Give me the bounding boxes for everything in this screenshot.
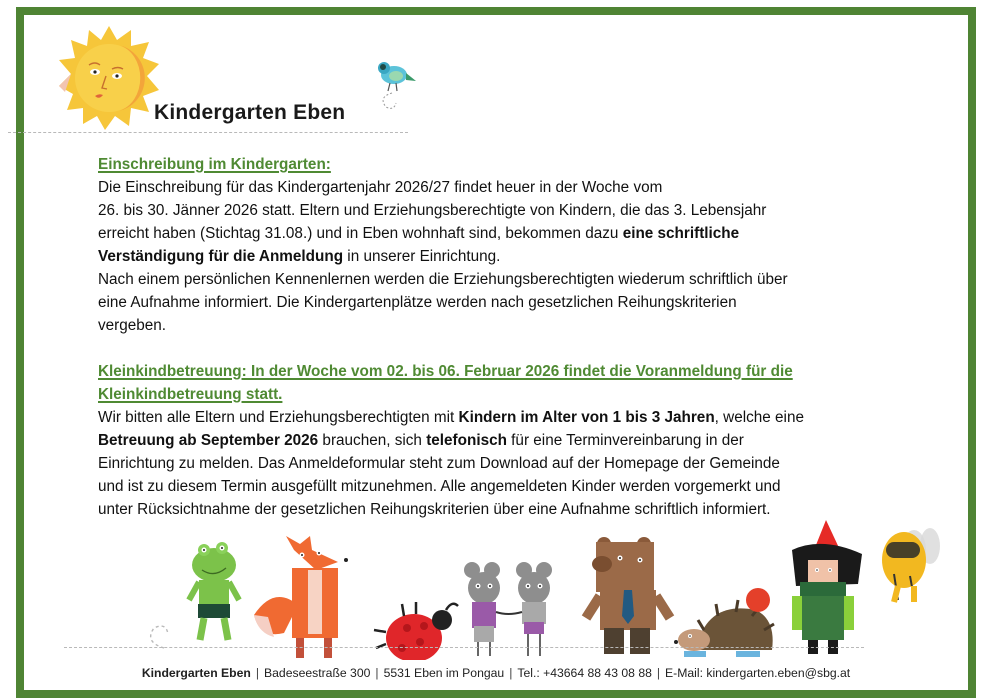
- paragraph-line: 26. bis 30. Jänner 2026 statt. Eltern und Erziehungsberechtigte von Kindern, die das 3. Lebensjahr: [98, 202, 767, 219]
- bold-text-run: eine schriftliche: [622, 225, 740, 242]
- bold-text-run: telefonisch: [426, 432, 507, 449]
- ladybug-icon: [374, 602, 458, 660]
- decorative-dashed-ground-line: [64, 647, 864, 648]
- footer-address: Badeseestraße 300: [264, 666, 371, 680]
- fox-icon: [254, 536, 348, 658]
- separator: |: [656, 666, 661, 680]
- hedgehog-icon: [674, 588, 774, 654]
- paragraph-line: Einrichtung zu melden. Das Anmeldeformular steht zum Download auf der Homepage der Gemeinde: [98, 455, 780, 472]
- letterhead: [24, 15, 968, 145]
- footer-name: Kindergarten Eben: [141, 666, 251, 680]
- paragraph-line: [98, 406, 888, 429]
- decorative-dashed-line: [8, 132, 408, 133]
- bold-text-run: Kindern im Alter von 1 bis 3 Jahren: [458, 409, 715, 426]
- bee-icon: [882, 528, 940, 602]
- animal-illustrations: [124, 520, 944, 660]
- paragraph-line: und ist zu diesem Termin ausgefüllt mitzunehmen. Alle angemeldeten Kinder werden vorgemerkt und: [98, 478, 781, 495]
- section-heading-toddler-care: Kleinkindbetreuung: In der Woche vom 02. bis 06. Februar 2026 findet die Voranmeldung für die: [98, 363, 793, 380]
- footer-city: 5531 Eben im Pongau: [383, 666, 505, 680]
- paragraph-line: [98, 245, 888, 268]
- paragraph-line: [98, 429, 888, 452]
- paragraph-line: Nach einem persönlichen Kennenlernen werden die Erziehungsberechtigten wiederum schriftlich über: [98, 271, 788, 288]
- footer-phone: Tel.: +43664 88 43 08 88: [517, 666, 652, 680]
- text-run: brauchen, sich: [318, 432, 427, 449]
- text-run: in unserer Einrichtung.: [343, 248, 501, 265]
- page-frame: [16, 7, 976, 698]
- footer-email: E-Mail: kindergarten.eben@sbg.at: [665, 666, 851, 680]
- letter-body: [98, 153, 888, 521]
- paragraph-line: unter Rücksichtnahme der gesetzlichen Reihungskriterien über eine Aufnahme schriftlich informiert.: [98, 501, 771, 518]
- paragraph-line: vergeben.: [98, 317, 167, 334]
- kindergarten-logo-title: Kindergarten Eben: [154, 101, 346, 124]
- paragraph-spacer: [98, 337, 888, 360]
- text-run: erreicht haben (Stichtag 31.08.) und in Eben wohnhaft sind, bekommen dazu: [98, 225, 623, 242]
- text-run: für eine Terminvereinbarung in der: [506, 432, 744, 449]
- bold-text-run: Verständigung für die Anmeldung: [98, 248, 344, 265]
- sun-icon: [54, 23, 164, 133]
- bear-icon: [586, 537, 670, 654]
- separator: |: [509, 666, 513, 680]
- bold-text-run: Betreuung ab September 2026: [98, 432, 319, 449]
- separator: |: [375, 666, 379, 680]
- paragraph-line: Die Einschreibung für das Kindergartenjahr 2026/27 findet heuer in der Woche vom: [98, 179, 663, 196]
- text-run: Wir bitten alle Eltern und Erziehungsberechtigten mit: [98, 409, 459, 426]
- footer-contact: [24, 666, 968, 680]
- bird-icon: [372, 55, 422, 115]
- paragraph-line: [98, 222, 888, 245]
- gnome-child-icon: [792, 520, 862, 654]
- mice-icon: [464, 562, 552, 656]
- paragraph-line: eine Aufnahme informiert. Die Kindergartenplätze werden nach gesetzlichen Reihungskriterien: [98, 294, 737, 311]
- separator: |: [255, 666, 260, 680]
- section-heading-enrollment: Einschreibung im Kindergarten:: [98, 156, 331, 173]
- text-run: , welche eine: [714, 409, 804, 426]
- section-heading-toddler-care-cont: Kleinkindbetreuung statt.: [98, 386, 283, 403]
- frog-icon: [189, 542, 239, 640]
